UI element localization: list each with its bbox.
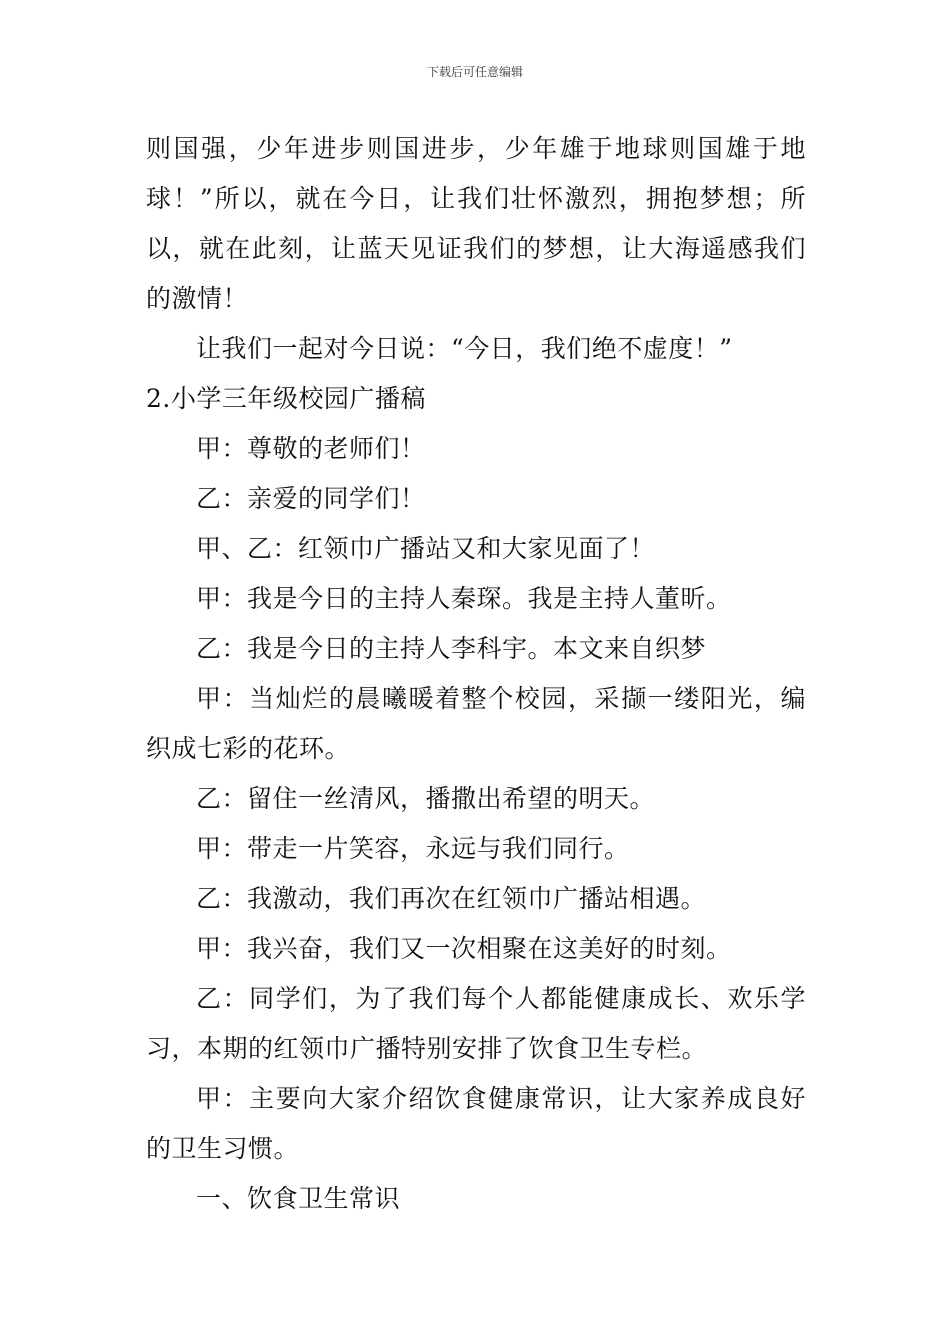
paragraph: 则国强，少年进步则国进步，少年雄于地球则国雄于地球！”所以，就在今日，让我们壮怀激烈，拥抱梦想；所以，就在此刻，让蓝天见证我们的梦想，让大海遥感我们的激情！ xyxy=(146,134,806,313)
paragraph: 让我们一起对今日说：“今日，我们绝不虚度！” xyxy=(196,334,733,363)
paragraph: 乙：亲爱的同学们！ xyxy=(196,484,426,513)
paragraph: 甲：我兴奋，我们又一次相聚在这美好的时刻。 xyxy=(196,934,732,963)
paragraph: 乙：我是今日的主持人李科宇。本文来自织梦 xyxy=(196,634,707,663)
section-heading: 2.小学三年级校园广播稿 xyxy=(146,384,426,413)
paragraph: 甲：当灿烂的晨曦暖着整个校园，采撷一缕阳光，编织成七彩的花环。 xyxy=(146,684,806,763)
paragraph: 甲：带走一片笑容，永远与我们同行。 xyxy=(196,834,630,863)
paragraph: 乙：我激动，我们再次在红领巾广播站相遇。 xyxy=(196,884,707,913)
paragraph: 甲：我是今日的主持人秦琛。我是主持人董昕。 xyxy=(196,584,732,613)
paragraph: 甲：尊敬的老师们！ xyxy=(196,434,426,463)
subsection-heading: 一、饮食卫生常识 xyxy=(196,1184,401,1213)
paragraph: 甲：主要向大家介绍饮食健康常识，让大家养成良好的卫生习惯。 xyxy=(146,1084,806,1163)
paragraph: 乙：同学们，为了我们每个人都能健康成长、欢乐学习，本期的红领巾广播特别安排了饮食卫生专栏。 xyxy=(146,984,806,1063)
paragraph: 甲、乙：红领巾广播站又和大家见面了！ xyxy=(196,534,656,563)
paragraph: 乙：留住一丝清风，播撒出希望的明天。 xyxy=(196,784,656,813)
document-body xyxy=(146,124,806,1224)
page-header: 下载后可任意编辑 xyxy=(426,65,523,79)
